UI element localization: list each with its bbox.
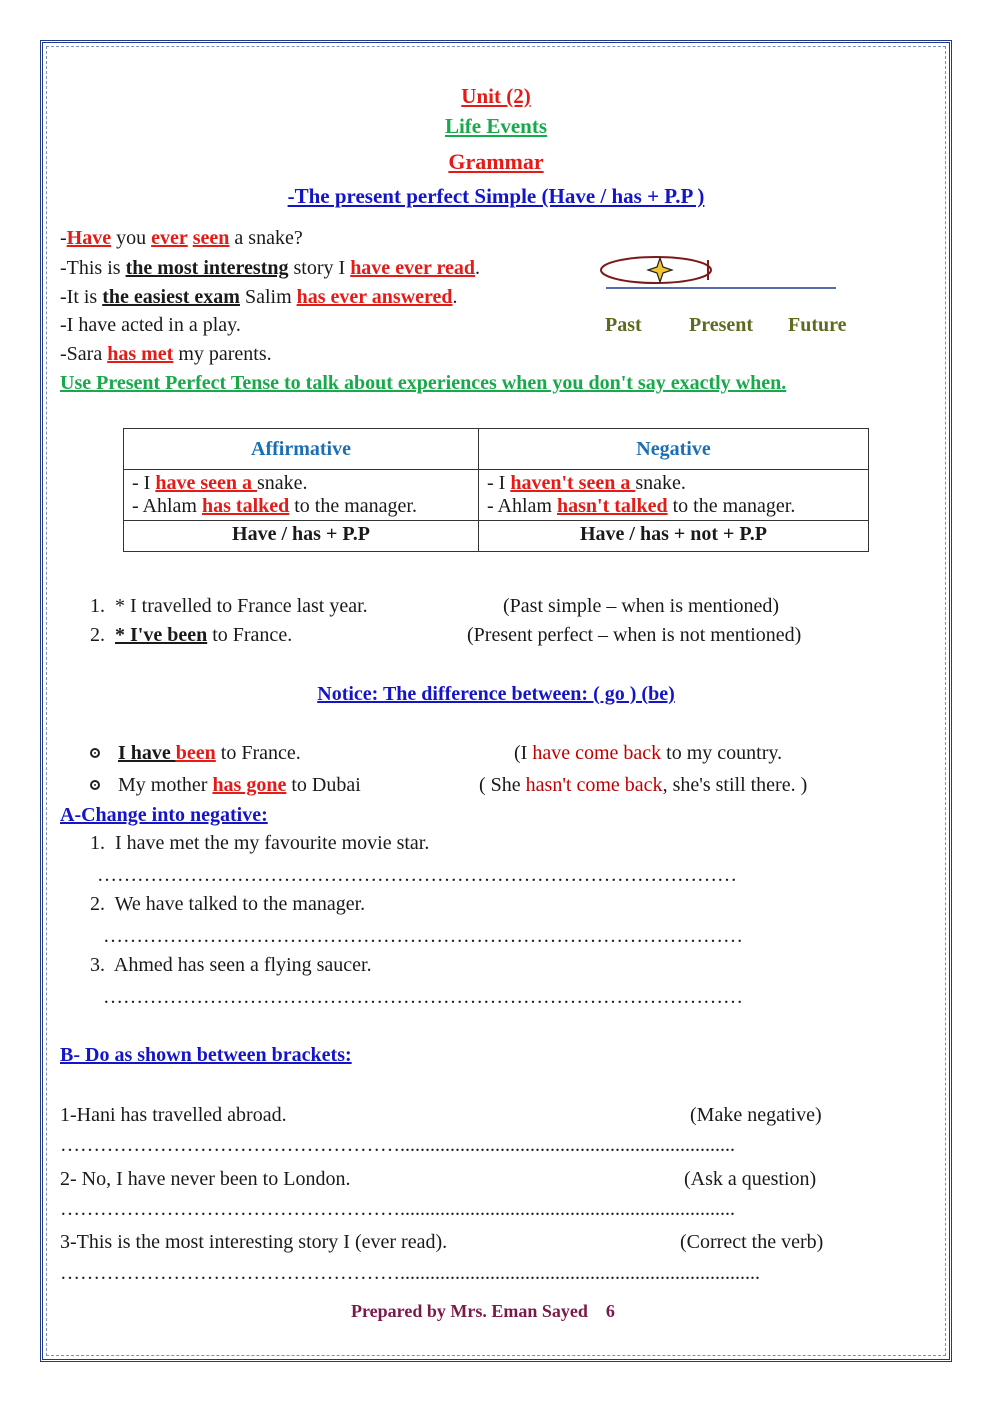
exercise-b-item-2: 2- No, I have never been to London. <box>60 1168 351 1190</box>
topic-title: Life Events <box>444 114 548 138</box>
exercise-b-instr-1: (Make negative) <box>690 1104 822 1126</box>
bullet-icon <box>90 780 100 790</box>
timeline-past: Past <box>605 314 642 336</box>
unit-title: Unit (2) <box>461 84 531 108</box>
example-2: -This is the most interestng story I have ever read. <box>60 257 480 279</box>
answer-line-b2[interactable]: ……………………………………………................................................................... <box>60 1198 735 1220</box>
comparison-note-2: (Present perfect – when is not mentioned) <box>467 624 802 646</box>
formula-negative: Have / has + not + P.P <box>479 521 869 552</box>
comparison-item-2: 2. * I've been to France. <box>90 624 293 646</box>
notice-item-1: I have been to France. <box>90 742 301 765</box>
exercise-a-title: A-Change into negative: <box>60 804 268 826</box>
negative-examples: - I haven't seen a snake. - Ahlam hasn't talked to the manager. <box>479 470 869 521</box>
exercise-b-item-1: 1-Hani has travelled abroad. <box>60 1104 287 1126</box>
example-3: -It is the easiest exam Salim has ever answered. <box>60 286 458 308</box>
notice-title: Notice: The difference between: ( go ) (be) <box>317 683 675 705</box>
timeline-present: Present <box>689 314 754 336</box>
formula-affirmative: Have / has + P.P <box>124 521 479 552</box>
section-title: Grammar <box>448 149 544 174</box>
exercise-b-instr-2: (Ask a question) <box>684 1168 817 1190</box>
affirmative-examples: - I have seen a snake. - Ahlam has talked to the manager. <box>124 470 479 521</box>
timeline-diagram <box>596 252 846 296</box>
example-1: -Have you ever seen a snake? <box>60 227 303 249</box>
rule-title: -The present perfect Simple (Have / has + P.P ) <box>287 184 705 208</box>
page-number: 6 <box>605 1301 615 1321</box>
notice-item-2: My mother has gone to Dubai <box>90 774 361 797</box>
comparison-note-1: (Past simple – when is mentioned) <box>503 595 780 617</box>
exercise-b-item-3: 3-This is the most interesting story I (ever read). <box>60 1231 448 1253</box>
exercise-a-item-1: 1. I have met the my favourite movie star. <box>90 832 430 854</box>
star-icon <box>648 258 672 282</box>
exercise-a-item-3: 3. Ahmed has seen a flying saucer. <box>90 954 372 976</box>
example-5: -Sara has met my parents. <box>60 343 272 365</box>
exercise-a-item-2: 2. We have talked to the manager. <box>90 893 366 915</box>
answer-line-a2[interactable]: …………………………………………………………………………………… <box>103 925 743 947</box>
answer-line-b3[interactable]: ……………………………………………........................................................................ <box>60 1262 760 1284</box>
usage-note: Use Present Perfect Tense to talk about experiences when you don't say exactly when. <box>60 372 787 394</box>
answer-line-a3[interactable]: …………………………………………………………………………………… <box>103 986 743 1008</box>
grammar-table <box>123 428 869 552</box>
header-negative: Negative <box>479 429 869 470</box>
timeline-future: Future <box>788 314 847 336</box>
comparison-item-1: 1. * I travelled to France last year. <box>90 595 368 617</box>
exercise-b-instr-3: (Correct the verb) <box>680 1231 824 1253</box>
bullet-icon <box>90 748 100 758</box>
answer-line-b1[interactable]: ……………………………………………................................................................... <box>60 1134 735 1156</box>
notice-note-1: (I have come back to my country. <box>514 742 783 764</box>
header-affirmative: Affirmative <box>124 429 479 470</box>
answer-line-a1[interactable]: …………………………………………………………………………………… <box>97 864 737 886</box>
footer-credit: Prepared by Mrs. Eman Sayed 6 <box>351 1301 615 1321</box>
notice-note-2: ( She hasn't come back, she's still there. ) <box>479 774 808 796</box>
exercise-b-title: B- Do as shown between brackets: <box>60 1044 352 1066</box>
example-4: -I have acted in a play. <box>60 314 241 336</box>
